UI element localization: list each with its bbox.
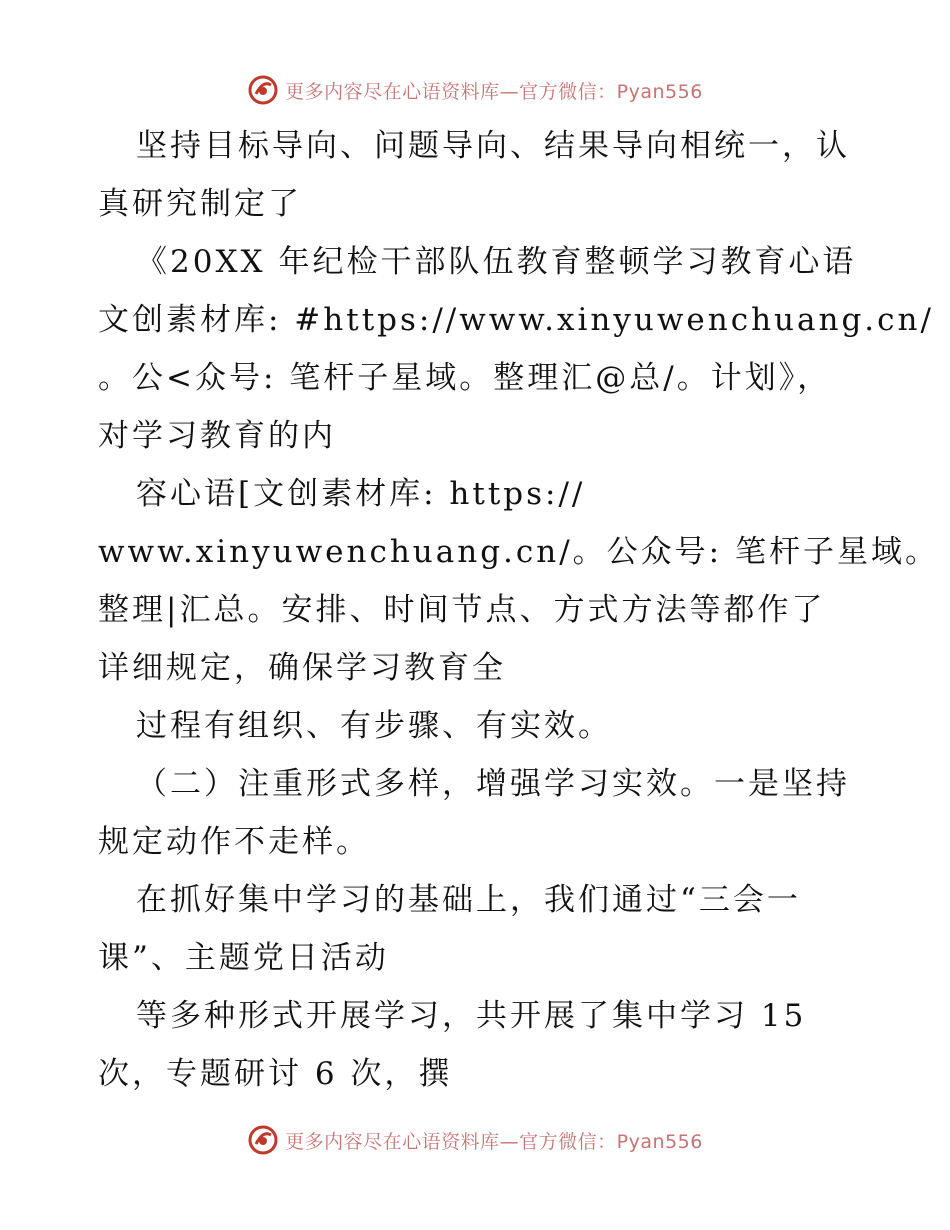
- text-line: 《20XX 年纪检干部队伍教育整顿学习教育心语: [136, 244, 857, 280]
- header-banner-text: 更多内容尽在心语资料库—官方微信：Pyan556: [285, 80, 703, 103]
- text-line: 过程有组织、有步骤、有实效。: [136, 708, 612, 744]
- text-line: 整理|汇总。安排、时间节点、方式方法等都作了: [98, 592, 826, 628]
- text-line: （二）注重形式多样，增强学习实效。一是坚持: [136, 766, 850, 802]
- footer-banner-text: 更多内容尽在心语资料库—官方微信：Pyan556: [285, 1130, 703, 1153]
- text-line: 对学习教育的内: [98, 418, 336, 454]
- text-line: 课”、主题党日活动: [98, 940, 389, 976]
- text-line: 容心语[文创素材库: https://: [136, 476, 586, 512]
- text-line: 等多种形式开展学习，共开展了集中学习 15: [136, 998, 807, 1034]
- text-line: www.xinyuwenchuang.cn/。公众号: 笔杆子星域。: [98, 534, 939, 570]
- header-banner: [0, 70, 950, 110]
- text-line: 次，专题研讨 6 次，撰: [98, 1056, 453, 1092]
- text-line: 在抓好集中学习的基础上，我们通过“三会一: [136, 882, 801, 918]
- text-line: 规定动作不走样。: [98, 824, 370, 860]
- logo-icon: [247, 74, 279, 106]
- text-line: 文创素材库: #https://www.xinyuwenchuang.cn/: [98, 302, 934, 338]
- text-line: 详细规定，确保学习教育全: [98, 650, 506, 686]
- text-line: 。公<众号: 笔杆子星域。整理汇@总/。计划》，: [98, 360, 832, 396]
- text-line: 坚持目标导向、问题导向、结果导向相统一，认: [136, 128, 850, 164]
- logo-icon: [247, 1124, 279, 1156]
- text-line: 真研究制定了: [98, 186, 302, 222]
- footer-banner: [0, 1120, 950, 1160]
